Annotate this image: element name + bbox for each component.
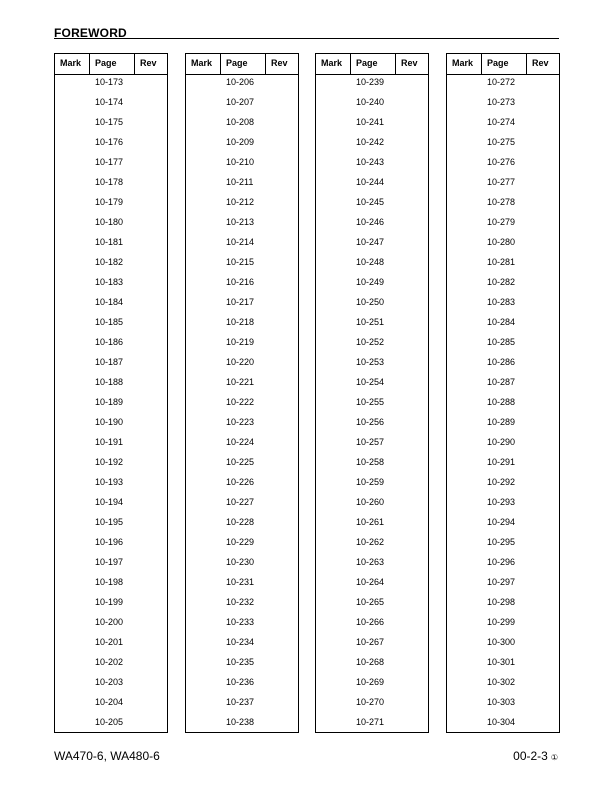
table-row (55, 594, 167, 614)
table-row (55, 114, 167, 134)
table-row (55, 694, 167, 714)
table-row (316, 714, 428, 734)
table-row (186, 674, 298, 694)
page-cell: 10-290 (487, 437, 516, 447)
table-row (447, 614, 559, 634)
table-row (55, 354, 167, 374)
table-row (55, 474, 167, 494)
table-row (316, 614, 428, 634)
page-cell: 10-284 (487, 317, 516, 327)
page-cell: 10-299 (487, 617, 516, 627)
page-cell: 10-287 (487, 377, 516, 387)
page-cell: 10-262 (356, 537, 385, 547)
page-cell: 10-253 (356, 357, 385, 367)
table-row (55, 294, 167, 314)
page-cell: 10-245 (356, 197, 385, 207)
page-cell: 10-223 (226, 417, 255, 427)
page-cell: 10-304 (487, 717, 516, 727)
table-row (55, 254, 167, 274)
table-row (316, 674, 428, 694)
page-cell: 10-261 (356, 517, 385, 527)
table-body (316, 74, 428, 734)
page-cell: 10-266 (356, 617, 385, 627)
table-body (186, 74, 298, 734)
table-row (447, 594, 559, 614)
page-cell: 10-231 (226, 577, 255, 587)
table-row (316, 414, 428, 434)
page-cell: 10-301 (487, 657, 516, 667)
table-header (447, 54, 559, 75)
page-cell: 10-252 (356, 337, 385, 347)
page-cell: 10-230 (226, 557, 255, 567)
table-row (186, 354, 298, 374)
page-cell: 10-220 (226, 357, 255, 367)
table-row (316, 514, 428, 534)
page-cell: 10-203 (95, 677, 124, 687)
table-row (447, 434, 559, 454)
page-cell: 10-246 (356, 217, 385, 227)
page-cell: 10-175 (95, 117, 124, 127)
page-cell: 10-226 (226, 477, 255, 487)
page-cell: 10-211 (226, 177, 254, 187)
page-column-header: Page (351, 54, 396, 74)
table-row (186, 654, 298, 674)
table-row (447, 554, 559, 574)
table-row (316, 234, 428, 254)
table-row (316, 634, 428, 654)
page-cell: 10-300 (487, 637, 516, 647)
page-cell: 10-222 (226, 397, 255, 407)
page-cell: 10-257 (356, 437, 385, 447)
page-cell: 10-185 (95, 317, 124, 327)
table-row (55, 94, 167, 114)
table-row (316, 454, 428, 474)
page-cell: 10-241 (356, 117, 385, 127)
page-cell: 10-276 (487, 157, 516, 167)
page-cell: 10-192 (95, 457, 124, 467)
table-row (447, 474, 559, 494)
page-number: 00-2-3 (513, 749, 548, 763)
table-row (316, 534, 428, 554)
table-row (55, 654, 167, 674)
mark-column-header: Mark (447, 54, 482, 74)
table-row (447, 214, 559, 234)
page-cell: 10-280 (487, 237, 516, 247)
table-row (186, 294, 298, 314)
table-row (447, 234, 559, 254)
page-column-header: Page (90, 54, 135, 74)
page-cell: 10-201 (95, 637, 124, 647)
table-row (186, 474, 298, 494)
page-cell: 10-207 (226, 97, 255, 107)
rev-column-header: Rev (140, 58, 157, 68)
table-row (447, 94, 559, 114)
table-row (316, 294, 428, 314)
page-cell: 10-281 (487, 257, 516, 267)
page-cell: 10-259 (356, 477, 385, 487)
revision-table-4 (446, 53, 560, 733)
page-cell: 10-209 (226, 137, 255, 147)
page-cell: 10-184 (95, 297, 124, 307)
table-row (447, 314, 559, 334)
page-cell: 10-293 (487, 497, 516, 507)
table-row (186, 314, 298, 334)
table-row (186, 414, 298, 434)
table-row (447, 194, 559, 214)
table-row (55, 334, 167, 354)
page-cell: 10-255 (356, 397, 385, 407)
page-cell: 10-260 (356, 497, 385, 507)
page-cell: 10-303 (487, 697, 516, 707)
table-row (55, 514, 167, 534)
page-cell: 10-219 (226, 337, 255, 347)
page-cell: 10-294 (487, 517, 516, 527)
page-cell: 10-225 (226, 457, 255, 467)
table-row (186, 154, 298, 174)
page-cell: 10-179 (95, 197, 124, 207)
page-cell: 10-228 (226, 517, 255, 527)
page-cell: 10-212 (226, 197, 255, 207)
table-row (55, 414, 167, 434)
revision-table-2 (185, 53, 299, 733)
page-cell: 10-217 (226, 297, 255, 307)
table-row (55, 314, 167, 334)
page-cell: 10-202 (95, 657, 124, 667)
table-row (316, 374, 428, 394)
page-cell: 10-186 (95, 337, 124, 347)
table-row (186, 254, 298, 274)
page-cell: 10-174 (95, 97, 124, 107)
page-cell: 10-208 (226, 117, 255, 127)
page-cell: 10-215 (226, 257, 255, 267)
page-cell: 10-243 (356, 157, 385, 167)
page-cell: 10-288 (487, 397, 516, 407)
page-cell: 10-213 (226, 217, 255, 227)
table-row (316, 474, 428, 494)
table-row (186, 94, 298, 114)
table-row (55, 74, 167, 94)
rev-column-header: Rev (401, 58, 418, 68)
page-cell: 10-268 (356, 657, 385, 667)
table-row (55, 614, 167, 634)
page-cell: 10-263 (356, 557, 385, 567)
page-cell: 10-236 (226, 677, 255, 687)
table-row (186, 454, 298, 474)
table-row (447, 494, 559, 514)
page-cell: 10-227 (226, 497, 255, 507)
page-cell: 10-249 (356, 277, 385, 287)
page-cell: 10-229 (226, 537, 255, 547)
table-row (186, 694, 298, 714)
table-row (447, 354, 559, 374)
page-cell: 10-289 (487, 417, 516, 427)
page-cell: 10-189 (95, 397, 124, 407)
table-row (447, 694, 559, 714)
page-cell: 10-218 (226, 317, 255, 327)
table-row (316, 214, 428, 234)
page-cell: 10-177 (95, 157, 124, 167)
table-header (316, 54, 428, 75)
page-cell: 10-214 (226, 237, 255, 247)
page-cell: 10-232 (226, 597, 255, 607)
page-cell: 10-295 (487, 537, 516, 547)
page-cell: 10-256 (356, 417, 385, 427)
table-row (316, 314, 428, 334)
page-cell: 10-302 (487, 677, 516, 687)
page-cell: 10-216 (226, 277, 255, 287)
table-row (186, 234, 298, 254)
page-cell: 10-205 (95, 717, 124, 727)
table-row (316, 254, 428, 274)
page-cell: 10-178 (95, 177, 124, 187)
page-cell: 10-181 (95, 237, 124, 247)
table-row (447, 154, 559, 174)
table-row (316, 694, 428, 714)
page-cell: 10-278 (487, 197, 516, 207)
table-row (447, 454, 559, 474)
page-cell: 10-238 (226, 717, 255, 727)
page-cell: 10-198 (95, 577, 124, 587)
page-cell: 10-188 (95, 377, 124, 387)
page-cell: 10-200 (95, 617, 124, 627)
page-cell: 10-298 (487, 597, 516, 607)
table-row (316, 174, 428, 194)
table-row (186, 574, 298, 594)
table-row (186, 534, 298, 554)
table-row (55, 194, 167, 214)
page-cell: 10-264 (356, 577, 385, 587)
page-cell: 10-248 (356, 257, 385, 267)
table-row (55, 234, 167, 254)
table-row (447, 394, 559, 414)
table-row (316, 334, 428, 354)
table-row (316, 354, 428, 374)
table-row (316, 574, 428, 594)
table-row (186, 554, 298, 574)
mark-column-header: Mark (55, 54, 90, 74)
table-row (186, 114, 298, 134)
table-row (447, 714, 559, 734)
table-row (186, 334, 298, 354)
page-cell: 10-275 (487, 137, 516, 147)
table-row (316, 74, 428, 94)
table-row (186, 394, 298, 414)
table-row (447, 514, 559, 534)
table-row (55, 714, 167, 734)
revision-table-1 (54, 53, 168, 733)
table-row (55, 494, 167, 514)
page-cell: 10-265 (356, 597, 385, 607)
page-cell: 10-272 (487, 77, 516, 87)
table-row (55, 374, 167, 394)
page-cell: 10-195 (95, 517, 124, 527)
page-cell: 10-247 (356, 237, 385, 247)
table-row (316, 94, 428, 114)
page-cell: 10-279 (487, 217, 516, 227)
table-row (447, 334, 559, 354)
page-cell: 10-240 (356, 97, 385, 107)
table-row (316, 134, 428, 154)
table-row (316, 274, 428, 294)
table-row (55, 154, 167, 174)
page-cell: 10-187 (95, 357, 124, 367)
table-row (186, 274, 298, 294)
page-cell: 10-206 (226, 77, 255, 87)
page-cell: 10-274 (487, 117, 516, 127)
table-row (447, 374, 559, 394)
page-cell: 10-221 (226, 377, 255, 387)
table-row (186, 594, 298, 614)
table-row (447, 114, 559, 134)
table-row (447, 74, 559, 94)
table-row (55, 214, 167, 234)
page-cell: 10-258 (356, 457, 385, 467)
mark-column-header: Mark (186, 54, 221, 74)
page-column-header: Page (221, 54, 266, 74)
header-rule (54, 38, 559, 39)
table-row (447, 574, 559, 594)
page-cell: 10-250 (356, 297, 385, 307)
table-row (447, 414, 559, 434)
rev-column-header: Rev (532, 58, 549, 68)
table-row (447, 134, 559, 154)
page-cell: 10-271 (356, 717, 385, 727)
page-cell: 10-297 (487, 577, 516, 587)
table-row (316, 394, 428, 414)
table-row (55, 134, 167, 154)
table-row (316, 594, 428, 614)
page-column-header: Page (482, 54, 527, 74)
table-header (186, 54, 298, 75)
table-row (186, 194, 298, 214)
table-row (55, 434, 167, 454)
table-row (316, 554, 428, 574)
page-cell: 10-296 (487, 557, 516, 567)
table-row (55, 574, 167, 594)
page-cell: 10-224 (226, 437, 255, 447)
page-cell: 10-235 (226, 657, 255, 667)
page-cell: 10-286 (487, 357, 516, 367)
table-row (186, 174, 298, 194)
page-cell: 10-233 (226, 617, 255, 627)
table-row (55, 394, 167, 414)
table-row (55, 534, 167, 554)
table-row (316, 494, 428, 514)
table-row (447, 274, 559, 294)
table-row (186, 614, 298, 634)
page-cell: 10-196 (95, 537, 124, 547)
table-row (186, 214, 298, 234)
table-row (186, 634, 298, 654)
table-row (55, 674, 167, 694)
page-cell: 10-190 (95, 417, 124, 427)
table-row (447, 174, 559, 194)
page-cell: 10-191 (95, 437, 124, 447)
table-row (55, 554, 167, 574)
page-cell: 10-204 (95, 697, 124, 707)
table-row (316, 654, 428, 674)
table-row (55, 174, 167, 194)
table-row (186, 714, 298, 734)
table-row (447, 294, 559, 314)
page-title: FOREWORD (54, 26, 127, 40)
footer-page-number (513, 749, 558, 763)
table-row (316, 114, 428, 134)
page-cell: 10-183 (95, 277, 124, 287)
table-header (55, 54, 167, 75)
table-row (447, 254, 559, 274)
table-row (447, 654, 559, 674)
mark-column-header: Mark (316, 54, 351, 74)
page-cell: 10-176 (95, 137, 124, 147)
page-cell: 10-173 (95, 77, 124, 87)
table-row (55, 634, 167, 654)
page-cell: 10-234 (226, 637, 255, 647)
page-cell: 10-242 (356, 137, 385, 147)
table-body (447, 74, 559, 734)
page-cell: 10-292 (487, 477, 516, 487)
page-cell: 10-210 (226, 157, 255, 167)
page-cell: 10-180 (95, 217, 124, 227)
page-cell: 10-270 (356, 697, 385, 707)
table-row (186, 494, 298, 514)
page-cell: 10-267 (356, 637, 385, 647)
footer-model-names: WA470-6, WA480-6 (54, 749, 160, 763)
page-cell: 10-193 (95, 477, 124, 487)
page-cell: 10-269 (356, 677, 385, 687)
table-row (447, 634, 559, 654)
page-cell: 10-273 (487, 97, 516, 107)
table-row (316, 154, 428, 174)
page-cell: 10-194 (95, 497, 124, 507)
table-row (186, 74, 298, 94)
page-cell: 10-244 (356, 177, 385, 187)
table-row (186, 374, 298, 394)
rev-column-header: Rev (271, 58, 288, 68)
page-cell: 10-239 (356, 77, 385, 87)
table-row (447, 534, 559, 554)
table-row (447, 674, 559, 694)
table-row (186, 514, 298, 534)
table-row (55, 454, 167, 474)
page-cell: 10-291 (487, 457, 516, 467)
page-cell: 10-197 (95, 557, 124, 567)
page-cell: 10-282 (487, 277, 516, 287)
page-cell: 10-283 (487, 297, 516, 307)
table-row (186, 434, 298, 454)
page-cell: 10-182 (95, 257, 124, 267)
page-cell: 10-277 (487, 177, 516, 187)
table-body (55, 74, 167, 734)
table-row (186, 134, 298, 154)
page-cell: 10-237 (226, 697, 255, 707)
page-cell: 10-254 (356, 377, 385, 387)
page-cell: 10-199 (95, 597, 124, 607)
revision-table-3 (315, 53, 429, 733)
page-cell: 10-285 (487, 337, 516, 347)
table-row (55, 274, 167, 294)
revision-mark: ① (550, 753, 558, 762)
table-row (316, 194, 428, 214)
page-cell: 10-251 (356, 317, 385, 327)
table-row (316, 434, 428, 454)
